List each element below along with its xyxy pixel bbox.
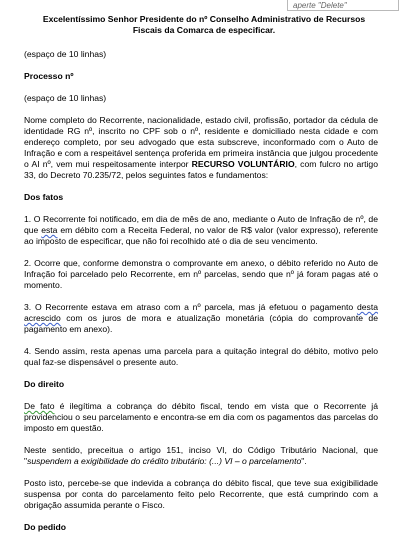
section-heading-pedido: Do pedido [24, 522, 67, 532]
fatos-paragraph-2: 2. Ocorre que, conforme demonstra o comprovante em anexo, o débito referido no Auto de Infração foi parcelado pelo Recorrente, em nº parcelas, sendo que nº já foram pagas até o momento. [24, 258, 378, 290]
intro-paragraph: Nome completo do Recorrente, nacionalidade, estado civil, profissão, portador da cédula de identidade RG nº, inscrito no CPF sob o nº, residente e domiciliado nesta cidade e com endereço completo, por seu advogado que esta subscreve, inconformado com o Auto de Infração e com a respeitável sentença proferida em primeira instância que julgou procedente o AI nº, vem mui respeitosamente interpor RECURSO VOLUNTÁRIO, com fulcro no artigo 33, do Decreto 70.235/72, pelos seguintes fatos e fundamentos: [24, 115, 378, 180]
spellcheck-word[interactable]: De fato [24, 401, 55, 411]
direito-paragraph-2: Neste sentido, preceitua o artigo 151, inciso VI, do Código Tributário Nacional, que "suspendem a exigibilidade do crédito tributário: (...) VI – o parcelamento". [24, 445, 378, 466]
search-input[interactable]: aperte "Delete" [287, 0, 399, 11]
spacer-note: (espaço de 10 linhas) [24, 93, 107, 103]
document-page [0, 14, 400, 532]
spellcheck-word[interactable]: esta [41, 225, 58, 235]
recurso-voluntario: RECURSO VOLUNTÁRIO [191, 159, 295, 169]
fatos-paragraph-4: 4. Sendo assim, resta apenas uma parcela para a quitação integral do débito, motivo pelo qual faz-se dispensável o presente auto. [24, 346, 378, 367]
section-heading-direito: Do direito [24, 379, 65, 389]
document-title: Excelentíssimo Senhor Presidente do nº Conselho Administrativo de Recursos Fiscais da Comarca de especificar. [42, 14, 366, 35]
fatos-paragraph-3: 3. O Recorrente estava em atraso com a nº parcela, mas já efetuou o pagamento desta acrescido com os juros de mora e atualização monetária (cópia do comprovante de pagamento em anexo). [24, 302, 378, 334]
section-heading-fatos: Dos fatos [24, 192, 64, 202]
direito-paragraph-1: De fato é ilegítima a cobrança do débito fiscal, tendo em vista que o Recorrente já providenciou o seu parcelamento e encontra-se em dia com os pagamentos das parcelas do imposto em questão. [24, 401, 378, 433]
direito-paragraph-3: Posto isto, percebe-se que indevida a cobrança do débito fiscal, que teve sua exigibilidade suspensa por conta do parcelamento feito pelo Recorrente, que está cumprindo com a obrigação assumida perante o Fisco. [24, 478, 378, 510]
processo-heading: Processo nº [24, 71, 74, 81]
spacer-note: (espaço de 10 linhas) [24, 49, 107, 59]
fatos-paragraph-1: 1. O Recorrente foi notificado, em dia de mês de ano, mediante o Auto de Infração de nº, de que esta em débito com a Receita Federal, no valor de R$ valor (valor expresso), referente ao imposto de especificar, que não foi recolhido até o dia de seu vencimento. [24, 214, 378, 246]
spellcheck-word[interactable]: desta acrescido [24, 302, 378, 323]
quote-text: suspendem a exigibilidade do crédito tributário: (...) VI – o parcelamento [27, 456, 302, 466]
